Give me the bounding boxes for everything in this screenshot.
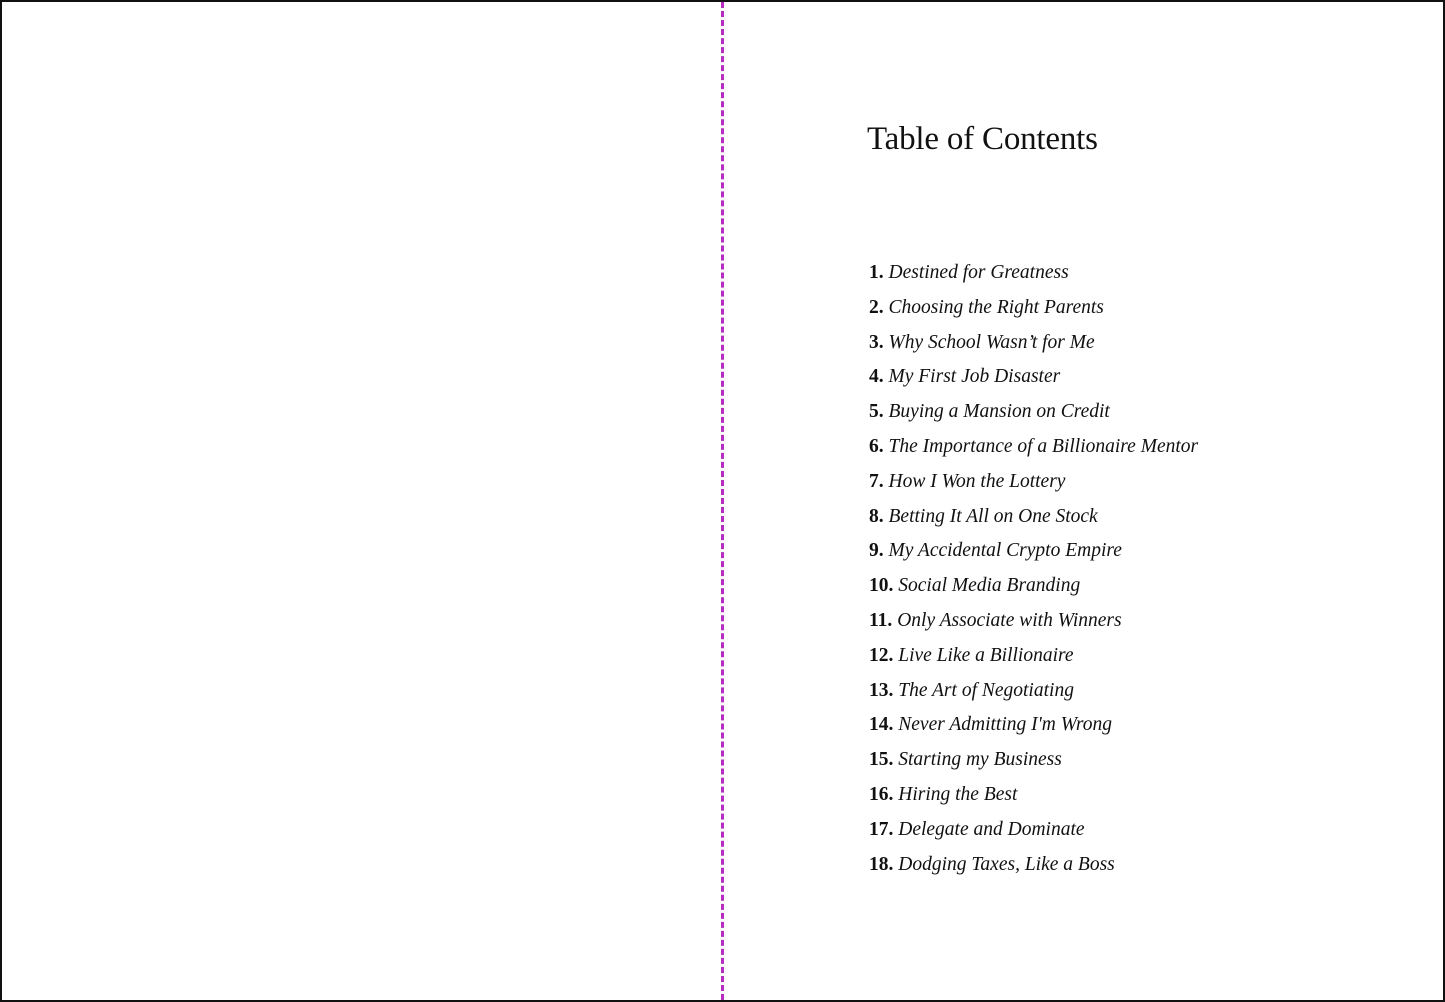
toc-entry-number: 7. bbox=[869, 470, 884, 492]
toc-entry bbox=[869, 604, 1198, 639]
toc-entry bbox=[869, 674, 1198, 709]
toc-entry bbox=[869, 743, 1198, 778]
toc-entry bbox=[869, 569, 1198, 604]
toc-entry-title: Betting It All on One Stock bbox=[888, 505, 1098, 527]
toc-entry-number: 3. bbox=[869, 331, 884, 353]
toc-entry-number: 12. bbox=[869, 644, 894, 666]
toc-entry-number: 14. bbox=[869, 714, 894, 736]
toc-entry-title: How I Won the Lottery bbox=[888, 470, 1066, 492]
toc-entry-number: 1. bbox=[869, 262, 884, 283]
toc-entry-number: 9. bbox=[869, 540, 884, 562]
toc-entry-title: Hiring the Best bbox=[898, 783, 1018, 805]
toc-entry bbox=[869, 256, 1198, 291]
toc-entry bbox=[869, 848, 1198, 883]
toc-entry bbox=[869, 395, 1198, 430]
toc-entry-number: 5. bbox=[869, 401, 884, 423]
toc-entry-number: 6. bbox=[869, 435, 884, 457]
toc-entry bbox=[869, 465, 1198, 500]
left-page-blank bbox=[2, 2, 722, 1000]
toc-entry-number: 4. bbox=[869, 366, 884, 388]
toc-entry-title: Dodging Taxes, Like a Boss bbox=[898, 853, 1115, 875]
toc-entry-title: Starting my Business bbox=[898, 749, 1062, 771]
toc-entry bbox=[869, 360, 1198, 395]
toc-entry bbox=[869, 778, 1198, 813]
toc-entry-number: 13. bbox=[869, 679, 894, 701]
toc-entry-title: The Art of Negotiating bbox=[898, 679, 1074, 701]
toc-entry-title: Delegate and Dominate bbox=[898, 818, 1085, 840]
toc-entry-title: Buying a Mansion on Credit bbox=[888, 401, 1110, 423]
toc-entry-title: My First Job Disaster bbox=[888, 366, 1061, 388]
toc-entry bbox=[869, 430, 1198, 465]
right-page bbox=[726, 2, 1443, 1000]
toc-entry-number: 10. bbox=[869, 575, 894, 597]
toc-entry bbox=[869, 534, 1198, 569]
toc-entry-number: 8. bbox=[869, 505, 884, 527]
toc-entry-title: Never Admitting I'm Wrong bbox=[898, 714, 1113, 736]
toc-entry-title: Live Like a Billionaire bbox=[898, 644, 1074, 666]
toc-entry-number: 17. bbox=[869, 818, 894, 840]
toc-entry-title: Choosing the Right Parents bbox=[888, 296, 1104, 318]
toc-entry-number: 16. bbox=[869, 783, 894, 805]
toc-entry-number: 11. bbox=[869, 609, 893, 631]
toc-entry-number: 15. bbox=[869, 749, 894, 771]
toc-list bbox=[869, 256, 1198, 882]
toc-entry-title: The Importance of a Billionaire Mentor bbox=[888, 435, 1199, 457]
toc-entry-number: 2. bbox=[869, 296, 884, 318]
toc-entry-title: My Accidental Crypto Empire bbox=[888, 540, 1122, 562]
spine-guide-line bbox=[721, 2, 724, 1000]
toc-entry bbox=[869, 291, 1198, 326]
toc-entry-title: Destined for Greatness bbox=[888, 262, 1069, 283]
toc-title: Table of Contents bbox=[867, 121, 1098, 157]
toc-entry bbox=[869, 639, 1198, 674]
toc-entry bbox=[869, 813, 1198, 848]
toc-entry bbox=[869, 500, 1198, 535]
toc-entry-number: 18. bbox=[869, 853, 894, 875]
toc-entry-title: Why School Wasn’t for Me bbox=[888, 331, 1095, 353]
toc-entry bbox=[869, 326, 1198, 361]
toc-entry-title: Social Media Branding bbox=[898, 575, 1081, 597]
toc-entry bbox=[869, 708, 1198, 743]
toc-entry-title: Only Associate with Winners bbox=[897, 609, 1122, 631]
